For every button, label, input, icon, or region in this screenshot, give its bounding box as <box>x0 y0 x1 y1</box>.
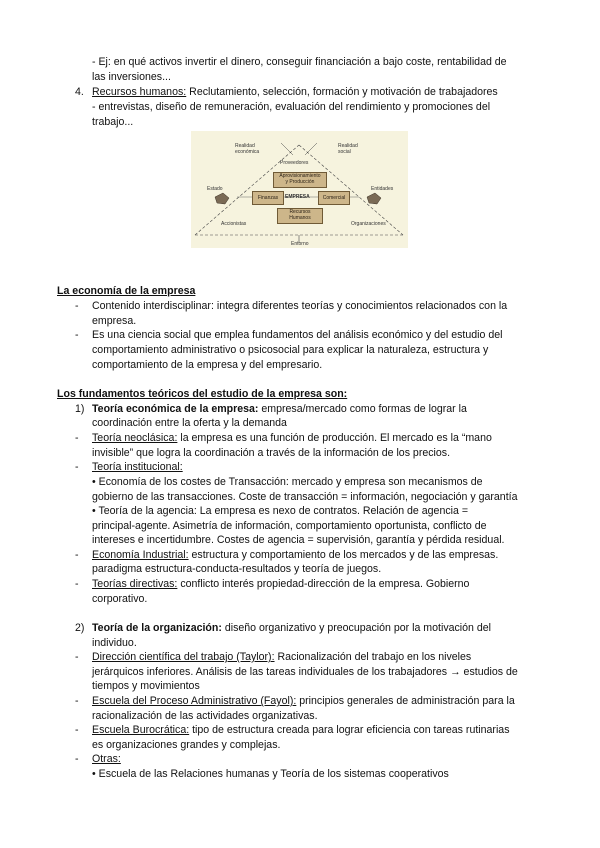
text-line: jerárquicos inferiores. Análisis de las tareas individuales de los trabajadores → estudios de <box>92 666 518 678</box>
term-text: tipo de estructura creada para lograr eficiencia con tareas rutinarias <box>189 724 510 736</box>
text-line: comportamiento de la empresa y del empresario. <box>92 359 323 371</box>
label-entidades: Entidades <box>371 186 394 192</box>
text-line: intereses e incertidumbre. Costes de agencia = supervisión, garantía y pérdida residual. <box>92 534 505 546</box>
label-accionistas: Accionistas <box>221 221 247 227</box>
term-text: empresa/mercado como formas de lograr la <box>258 403 467 415</box>
label-estado: Estado <box>207 186 223 192</box>
term: Teoría económica de la empresa: <box>92 403 259 415</box>
bullet-dash: - <box>75 549 79 561</box>
term-text: conflicto interés propiedad-dirección de la empresa. Gobierno <box>177 578 470 590</box>
bullet-dash: - <box>75 695 79 707</box>
company-environment-diagram <box>191 131 408 248</box>
bullet-dash: - <box>75 578 79 590</box>
term-text: Racionalización del trabajo en los niveles <box>274 651 472 663</box>
text-line: principal-agente. Asimetría de información, comportamiento oportunista, conflicto de <box>92 520 487 532</box>
box-aprovisionamiento: Aprovisionamiento y Producción <box>273 172 327 188</box>
term-text: estructura y comportamiento de los mercados y de las empresas. <box>188 549 499 561</box>
bullet-dash: - <box>75 724 79 736</box>
term: Dirección científica del trabajo (Taylor): <box>92 651 275 663</box>
text-line: • Escuela de las Relaciones humanas y Teoría de los sistemas cooperativos <box>92 768 449 780</box>
bullet-dash: - <box>75 329 79 341</box>
term-text: Reclutamiento, selección, formación y motivación de trabajadores <box>186 86 498 98</box>
label-realidad-economica: Realidad económica <box>235 143 260 155</box>
label-proveedores: Proveedores <box>280 160 309 166</box>
text-line: trabajo... <box>92 116 134 128</box>
box-comercial: Comercial <box>318 191 350 205</box>
term: Escuela Burocrática: <box>92 724 190 736</box>
text-line: paradigma estructura-conducta-resultados y teoría de juegos. <box>92 563 382 575</box>
list-item <box>92 650 471 665</box>
bullet-dash: - <box>75 461 79 473</box>
box-finanzas: Finanzas <box>252 191 284 205</box>
text-line: comportamiento administrativo o psicosocial para explicar la naturaleza, estructura y <box>92 344 489 356</box>
list-item <box>92 431 492 446</box>
term: Economía Industrial: <box>92 549 189 561</box>
list-item <box>92 402 467 417</box>
term-text: principios generales de administración para la <box>296 695 515 707</box>
list-number: 2) <box>75 622 85 634</box>
text-line: gobierno de las transacciones. Coste de transacción = información, negociación y garantía <box>92 491 518 503</box>
bullet-dash: - <box>75 651 79 663</box>
section-title: La economía de la empresa <box>57 285 196 297</box>
text-line: es organizaciones grandes y complejas. <box>92 739 281 751</box>
text-line: - Ej: en qué activos invertir el dinero, conseguir financiación a bajo coste, rentabilidad de <box>92 56 507 68</box>
text-line: - entrevistas, diseño de remuneración, evaluación del rendimiento y promociones del <box>92 101 491 113</box>
term-text: la empresa es una función de producción. El mercado es la “mano <box>177 432 492 444</box>
list-number: 1) <box>75 403 85 415</box>
list-item <box>92 548 498 563</box>
list-item <box>92 577 469 592</box>
label-realidad-social: Realidad social <box>338 143 358 155</box>
handshake-icon-left <box>215 193 229 204</box>
list-number: 4. <box>75 86 84 98</box>
label-empresa: EMPRESA <box>285 194 310 200</box>
text-line: • Teoría de la agencia: La empresa es nexo de contratos. Relación de agencia = <box>92 505 469 517</box>
list-item <box>92 85 498 100</box>
label-entorno: Entorno <box>291 241 309 247</box>
term: Otras: <box>92 753 121 765</box>
term: Teoría neoclásica: <box>92 432 178 444</box>
handshake-icon-right <box>367 193 381 204</box>
text-line: individuo. <box>92 637 137 649</box>
list-item <box>92 694 515 709</box>
bullet-dash: - <box>75 300 79 312</box>
term: Teoría de la organización: <box>92 622 222 634</box>
bullet-dash: - <box>75 753 79 765</box>
text-line: corporativo. <box>92 593 148 605</box>
section-title: Los fundamentos teóricos del estudio de la empresa son: <box>57 388 348 400</box>
term: Teoría institucional: <box>92 461 183 473</box>
text-line: racionalización de las actividades organizativas. <box>92 710 318 722</box>
term: Escuela del Proceso Administrativo (Fayol): <box>92 695 297 707</box>
text-line: empresa. <box>92 315 137 327</box>
list-item <box>92 621 491 636</box>
label-organizaciones: Organizaciones <box>351 221 386 227</box>
text-line: Es una ciencia social que emplea fundamentos del análisis económico y del estudio del <box>92 329 503 341</box>
text-line: invisible” que logra la coordinación a través de la información de los precios. <box>92 447 451 459</box>
list-item <box>92 723 510 738</box>
term-text: diseño organizativo y preocupación por la motivación del <box>221 622 492 634</box>
text-line: Contenido interdisciplinar: integra diferentes teorías y conocimientos relacionados con la <box>92 300 508 312</box>
term: Teorías directivas: <box>92 578 178 590</box>
text-line: • Economía de los costes de Transacción: mercado y empresa son mecanismos de <box>92 476 483 488</box>
text-line: las inversiones... <box>92 71 171 83</box>
text-line: tiempos y movimientos <box>92 680 200 692</box>
box-recursos-humanos: Recursos Humanos <box>277 208 323 224</box>
bullet-dash: - <box>75 432 79 444</box>
term: Recursos humanos: <box>92 86 187 98</box>
text-line: coordinación entre la oferta y la demanda <box>92 417 287 429</box>
